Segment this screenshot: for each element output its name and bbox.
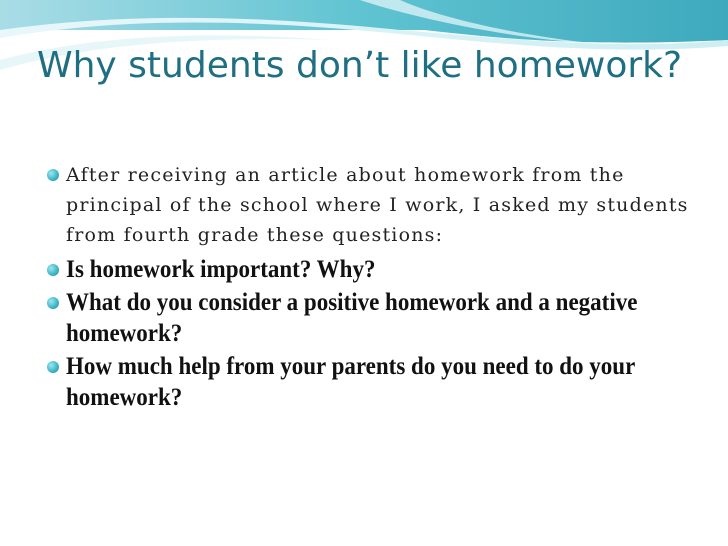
bullet-text: After receiving an article about homework from the principal of the school where I work, I asked my students from fourth grade these questions: [66, 164, 689, 246]
bullet-icon [47, 361, 59, 373]
bullet-item [0, 160, 690, 250]
bullet-text: Is homework important? Why? [66, 256, 376, 283]
bullet-item [0, 351, 690, 413]
bullet-icon [47, 297, 59, 309]
bullet-icon [47, 169, 59, 181]
bullet-text: How much help from your parents do you need to do your homework? [66, 353, 635, 411]
bullet-item [0, 287, 690, 349]
bullet-icon [47, 264, 59, 276]
bullet-item [0, 254, 690, 285]
bullet-list [0, 160, 690, 413]
slide-title: Why students don’t like homework? [37, 45, 683, 86]
bullet-text: What do you consider a positive homework and a negative homework? [66, 289, 638, 347]
